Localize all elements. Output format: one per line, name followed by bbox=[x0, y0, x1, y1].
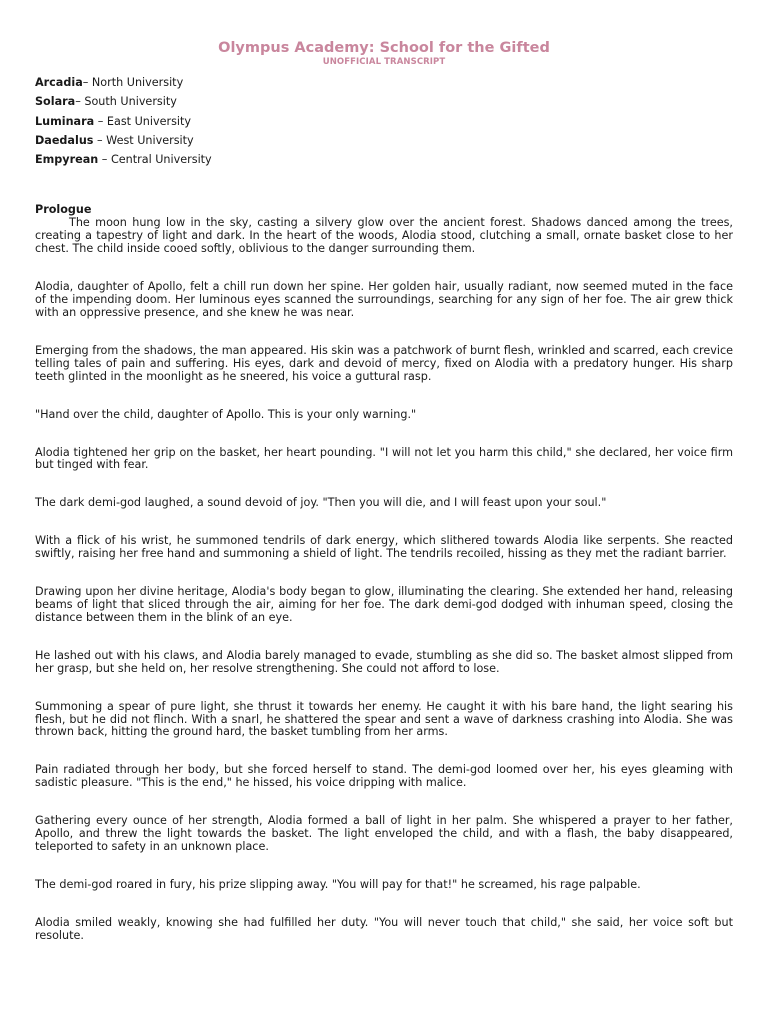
story-paragraph: Alodia, daughter of Apollo, felt a chill run down her spine. Her golden hair, usually radiant, now seemed muted in the face of the impending doom. Her luminous eyes scanned the surroundings, searching for any sign of her foe. The air grew thick with an oppressive presence, and she knew he was near. bbox=[35, 280, 733, 320]
prologue-body bbox=[35, 217, 733, 942]
document-title: Olympus Academy: School for the Gifted bbox=[218, 40, 550, 56]
story-paragraph: The moon hung low in the sky, casting a silvery glow over the ancient forest. Shadows danced among the trees, creating a tapestry of light and dark. In the heart of the woods, Alodia stood, clutching a small, ornate basket close to her chest. The child inside cooed softly, oblivious to the danger surrounding them. bbox=[35, 216, 733, 256]
university-desc: Central University bbox=[110, 153, 212, 167]
university-name: Daedalus bbox=[35, 133, 94, 147]
university-name: Luminara bbox=[35, 114, 95, 128]
university-item bbox=[35, 150, 733, 169]
university-item bbox=[35, 131, 733, 150]
story-paragraph: He lashed out with his claws, and Alodia barely managed to evade, stumbling as she did so. The basket almost slipped from her grasp, but she held on, her resolve strengthening. She could not afford to lose. bbox=[35, 648, 733, 675]
story-paragraph: "Hand over the child, daughter of Apollo. This is your only warning." bbox=[35, 407, 417, 421]
university-name: Solara bbox=[35, 95, 76, 109]
story-paragraph: Alodia smiled weakly, knowing she had fulfilled her duty. "You will never touch that child," she said, her voice soft but resolute. bbox=[35, 915, 733, 942]
story-paragraph: The dark demi-god laughed, a sound devoid of joy. "Then you will die, and I will feast upon your soul." bbox=[35, 496, 607, 510]
document-subtitle: UNOFFICIAL TRANSCRIPT bbox=[322, 57, 446, 67]
university-list bbox=[35, 73, 733, 169]
story-paragraph: With a flick of his wrist, he summoned tendrils of dark energy, which slithered towards Alodia like serpents. She reacted swiftly, raising her free hand and summoning a shield of light. The tendrils recoiled, hissing as they met the radiant barrier. bbox=[35, 534, 733, 561]
university-separator: – bbox=[75, 95, 85, 109]
university-desc: North University bbox=[91, 76, 184, 89]
university-item bbox=[35, 92, 733, 111]
story-paragraph: Alodia tightened her grip on the basket, her heart pounding. "I will not let you harm this child," she declared, her voice firm but tinged with fear. bbox=[35, 445, 733, 472]
university-desc: South University bbox=[84, 95, 177, 109]
story-paragraph: Emerging from the shadows, the man appeared. His skin was a patchwork of burnt flesh, wrinkled and scarred, each crevice telling tales of pain and suffering. His eyes, dark and devoid of mercy, fixed on Alodia with a predatory hunger. His sharp teeth glinted in the moonlight as he sneered, his voice a guttural rasp. bbox=[35, 343, 733, 383]
story-paragraph: Gathering every ounce of her strength, Alodia formed a ball of light in her palm. She whispered a prayer to her father, Apollo, and threw the light towards the basket. The light enveloped the child, and with a flash, the baby disappeared, teleported to safety in an unknown place. bbox=[35, 814, 733, 853]
university-desc: West University bbox=[106, 133, 194, 147]
university-separator: – bbox=[82, 76, 92, 89]
university-separator: – bbox=[94, 114, 107, 128]
story-paragraph: Drawing upon her divine heritage, Alodia's body began to glow, illuminating the clearing. She extended her hand, releasing beams of light that sliced through the air, aiming for her foe. The dark demi-god dodged with inhuman speed, closing the distance between them in the blink of an eye. bbox=[35, 585, 733, 624]
university-item bbox=[35, 73, 733, 92]
university-name: Arcadia bbox=[35, 76, 83, 89]
university-item bbox=[35, 112, 733, 131]
story-paragraph: Pain radiated through her body, but she forced herself to stand. The demi-god loomed over her, his eyes gleaming with sadistic pleasure. "This is the end," he hissed, his voice dripping with malice. bbox=[35, 763, 733, 790]
story-paragraph: Summoning a spear of pure light, she thrust it towards her enemy. He caught it with his bare hand, the light searing his flesh, but he did not flinch. With a snarl, he shattered the spear and sent a wave of darkness crashing into Alodia. She was thrown back, hitting the ground hard, the basket tumbling from her arms. bbox=[35, 699, 733, 739]
university-separator: – bbox=[93, 133, 107, 147]
university-desc: East University bbox=[106, 114, 192, 128]
university-name: Empyrean bbox=[35, 153, 99, 167]
prologue-heading: Prologue bbox=[35, 203, 92, 217]
university-separator: – bbox=[98, 153, 111, 167]
story-paragraph: The demi-god roared in fury, his prize slipping away. "You will pay for that!" he screamed, his rage palpable. bbox=[35, 877, 641, 891]
